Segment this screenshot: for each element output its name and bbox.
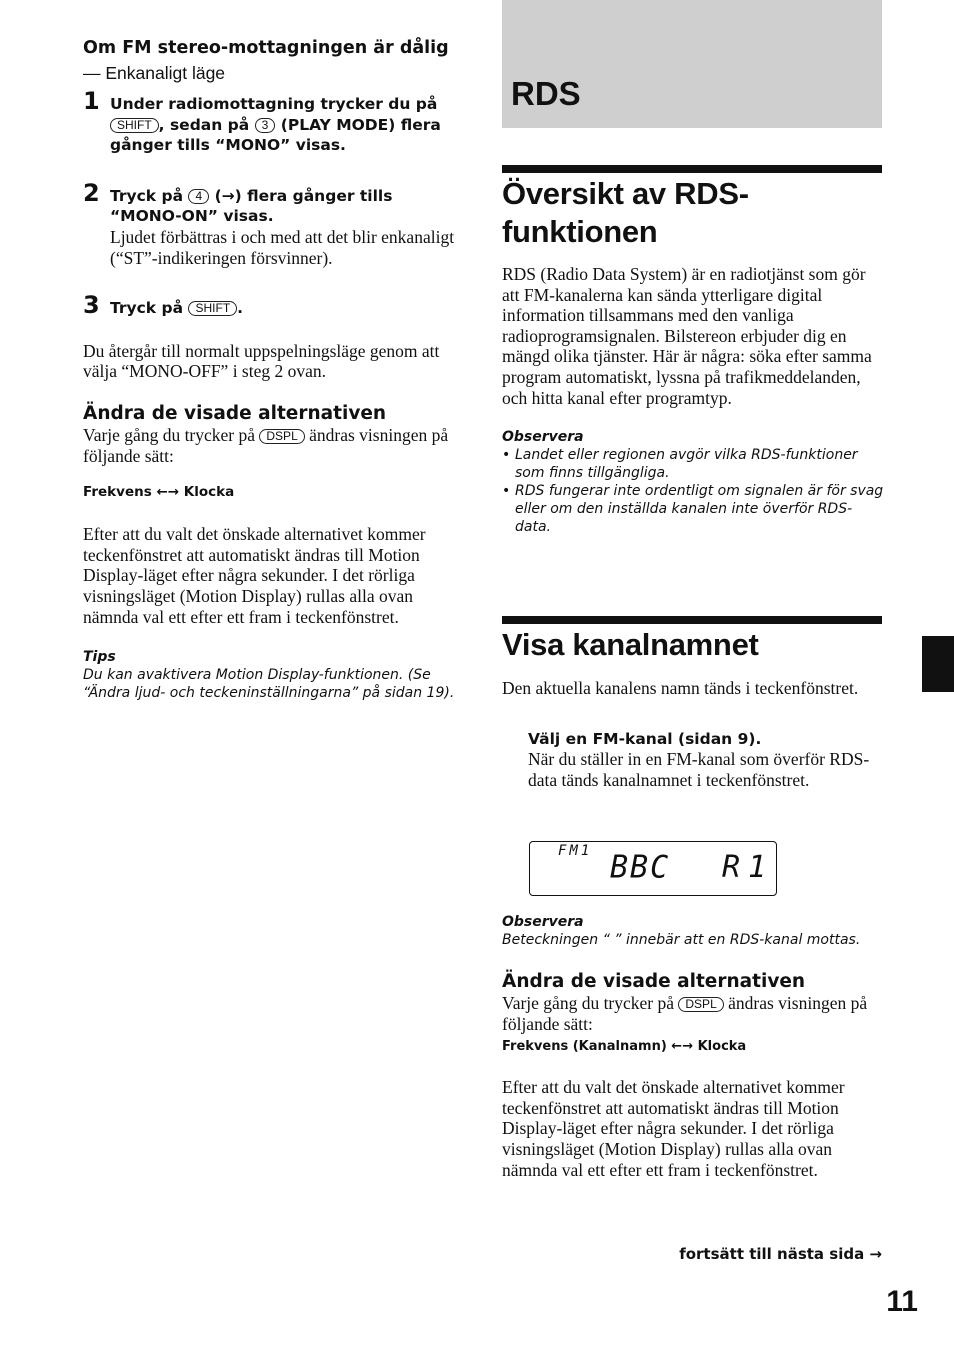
visa-text: Den aktuella kanalens namn tänds i teckenfönstret. <box>502 678 859 698</box>
step-1 <box>83 87 467 156</box>
lcd-name: BBC <box>610 849 671 886</box>
obs1-item: • Landet eller regionen avgör vilka RDS-funktioner som finns tillgängliga. <box>502 446 884 482</box>
dspl-key: DSPL <box>259 429 304 444</box>
change-text-b: ändras visningen på följande sätt: <box>83 424 449 466</box>
lcd-preset: R1 <box>722 850 775 885</box>
return-text: Du återgår till normalt uppspelningsläge genom att välja “MONO-OFF” i steg 2 ovan. <box>83 340 440 382</box>
shift-key: SHIFT <box>110 118 159 133</box>
step-3-text <box>110 298 467 319</box>
key-4: 4 <box>188 189 209 204</box>
change-heading-left: Ändra de visade alternativen <box>83 402 387 424</box>
step-2 <box>83 178 467 268</box>
section-title: RDS <box>511 75 581 112</box>
tips-heading: Tips <box>83 649 116 666</box>
change-text-a: Varje gång du trycker på <box>502 993 675 1013</box>
right-column-lower <box>502 913 884 1180</box>
continue-link[interactable]: fortsätt till nästa sida → <box>679 1245 882 1263</box>
right-column-top <box>502 175 884 536</box>
tips-text: Du kan avaktivera Motion Display-funktionen. (Se “Ändra ljud- och teckeninställningarna” på sidan 19). <box>83 667 455 702</box>
overview-title-line1: Översikt av RDS- <box>502 176 749 211</box>
dspl-key: DSPL <box>678 997 723 1012</box>
change-text-a: Varje gång du trycker på <box>83 424 256 445</box>
visa-step <box>502 729 884 791</box>
after-text-right: Efter att du valt det önskade alternativet kommer teckenfönstret att automatiskt ändras till Motion Display-läget efter några sekunder. I det rörliga visningsläget (Motion Display) rullas alla ovan nämnda val ett efter ett fram i teckenfönstret. <box>502 1077 845 1180</box>
visa-step-bold: Välj en FM-kanal (sidan 9). <box>528 729 762 748</box>
mono-heading-bold: Om FM stereo-mottagningen är dålig <box>83 38 449 58</box>
step-2-text-b: (→) flera gånger tills “MONO-ON” visas. <box>110 186 393 226</box>
step-1-text-b: , sedan på <box>158 115 250 134</box>
obs2-text: Beteckningen “ ” innebär att en RDS-kanal mottas. <box>502 932 861 948</box>
change-text-b: ändras visningen på följande sätt: <box>502 993 868 1034</box>
step-1-text <box>110 94 467 156</box>
step-1-number: 1 <box>83 87 100 115</box>
shift-key: SHIFT <box>188 301 237 316</box>
step-3-text-b: . <box>237 299 244 318</box>
step-3 <box>83 291 467 320</box>
step-1-text-c: (PLAY MODE) flera gånger tills “MONO” visas. <box>110 115 441 155</box>
step-2-text-a: Tryck på <box>110 186 184 205</box>
step-2-body: Ljudet förbättras i och med att det blir enkanaligt (“ST”-indikeringen försvinner). <box>110 226 455 268</box>
obs1-item: • RDS fungerar inte ordentligt om signalen är för svag eller om den inställda kanalen inte överför RDS-data. <box>502 482 884 536</box>
section-band <box>502 0 882 128</box>
step-2-number: 2 <box>83 178 100 207</box>
sequence-left: Frekvens ←→ Klocka <box>83 484 235 501</box>
obs2-heading: Observera <box>502 914 584 930</box>
step-2-text <box>110 186 467 227</box>
obs1-list <box>502 446 884 536</box>
side-tab <box>922 636 954 692</box>
change-text-left <box>83 425 467 466</box>
mono-heading <box>83 36 467 87</box>
rule-visa <box>502 616 882 624</box>
left-column <box>83 36 467 702</box>
rule-overview <box>502 165 882 173</box>
visa-title: Visa kanalnamnet <box>502 627 759 662</box>
step-3-text-a: Tryck på <box>110 299 184 318</box>
obs1-heading: Observera <box>502 429 584 446</box>
sequence-right: Frekvens (Kanalnamn) ←→ Klocka <box>502 1039 747 1055</box>
lcd-band: FM1 <box>558 843 593 859</box>
overview-title-line2: funktionen <box>502 214 658 249</box>
change-heading-right: Ändra de visade alternativen <box>502 971 806 992</box>
after-text-left: Efter att du valt det önskade alternativet kommer teckenfönstret att automatiskt ändras till Motion Display-läget efter några sekunder. I det rörliga visningsläget (Motion Display) rullas alla ovan nämnda val ett efter ett fram i teckenfönstret. <box>83 524 426 627</box>
change-text-right <box>502 993 884 1034</box>
right-column-bottom <box>502 626 884 790</box>
key-3: 3 <box>255 118 276 133</box>
overview-text: RDS (Radio Data System) är en radiotjänst som gör att FM-kanalerna kan sända ytterligare digital information tillsammans med den vanliga radioprogramsignalen. Bilstereon erbjuder dig en mängd olika tjänster. Här är några: söka efter samma program automatiskt, lyssna på trafikmeddelanden, och hitta kanal efter programtyp. <box>502 264 872 408</box>
step-3-number: 3 <box>83 291 100 320</box>
mono-heading-suffix: — Enkanaligt läge <box>83 63 226 83</box>
overview-title <box>502 175 884 251</box>
lcd-display <box>529 841 777 896</box>
step-1-text-a: Under radiomottagning trycker du på <box>110 95 438 113</box>
visa-step-text: När du ställer in en FM-kanal som överför RDS-data tänds kanalnamnet i teckenfönstret. <box>528 749 870 790</box>
page-number: 11 <box>886 1285 918 1318</box>
